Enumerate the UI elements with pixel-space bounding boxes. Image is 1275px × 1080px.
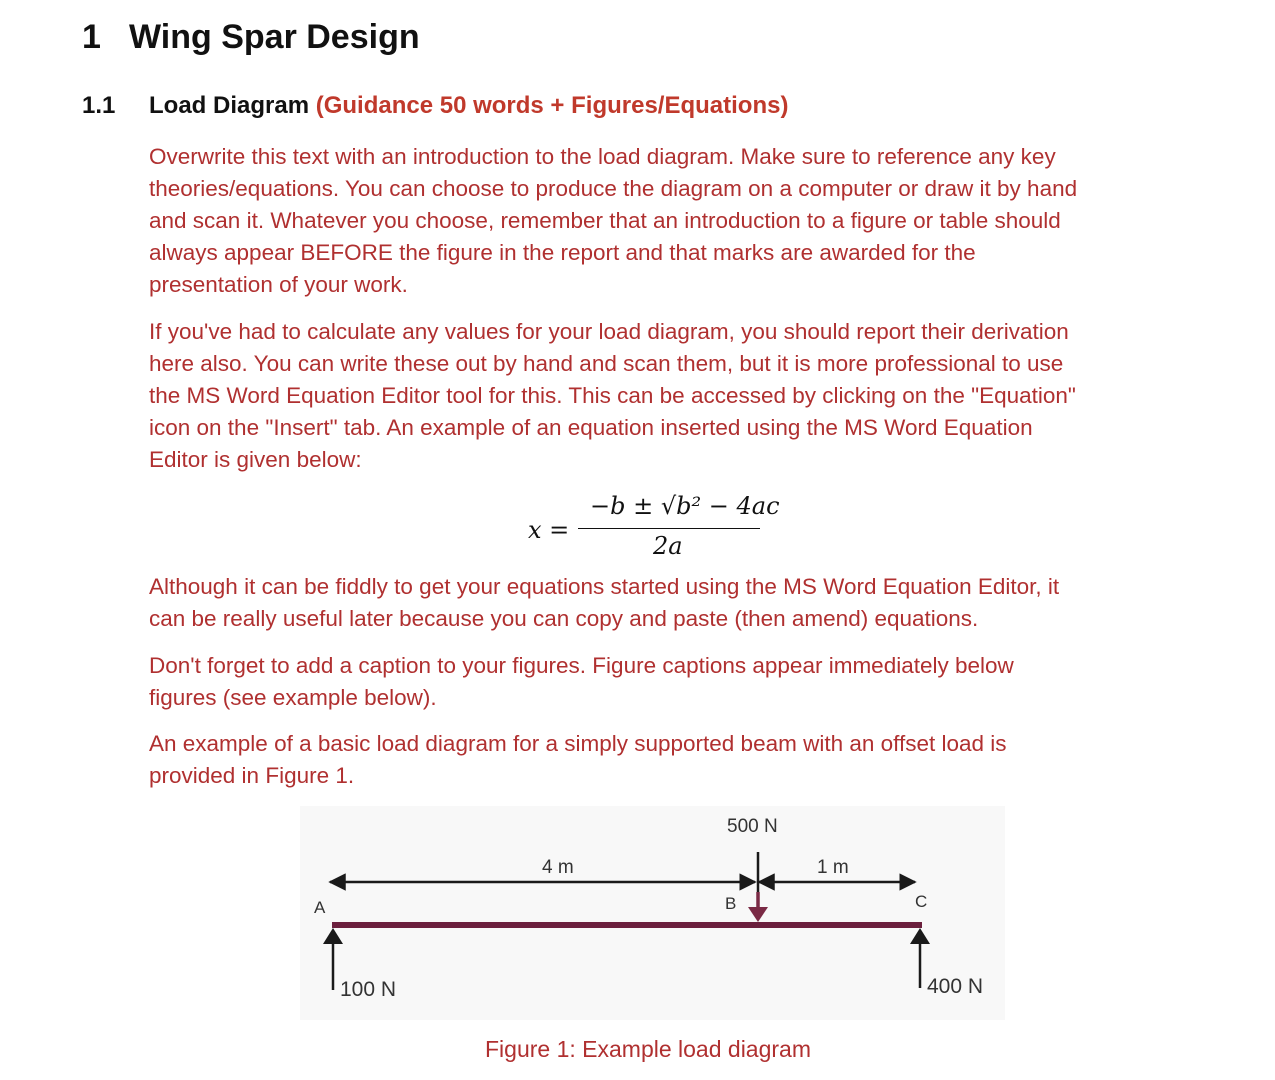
beam [332,922,922,928]
heading-title: Wing Spar Design [129,18,420,56]
reaction-c-head [910,928,930,944]
text-line: the MS Word Equation Editor tool for this. This can be accessed by clicking on the "Equation" [149,383,1076,408]
point-b-label: B [725,894,737,913]
load-diagram-svg [300,806,1005,1020]
quadratic-equation [520,490,780,565]
equation-denominator: 2a [653,532,683,560]
paragraph-captions [149,650,1159,714]
heading-wing-spar-design [82,18,420,57]
text-line: figures (see example below). [149,685,437,710]
paragraph-example [149,728,1159,792]
load-label: 500 N [727,816,778,837]
text-line: theories/equations. You can choose to produce the diagram on a computer or draw it by hand [149,176,1078,201]
text-line: Don't forget to add a caption to your figures. Figure captions appear immediately below [149,653,1014,678]
reaction-a-head [323,928,343,944]
text-line: always appear BEFORE the figure in the report and that marks are awarded for the [149,240,976,265]
subheading-load-diagram [82,92,788,120]
subheading-guidance: (Guidance 50 words + Figures/Equations) [315,92,789,119]
text-line: and scan it. Whatever you choose, remember that an introduction to a figure or table should [149,208,1061,233]
paragraph-calculations [149,316,1159,476]
text-line: Overwrite this text with an introduction to the load diagram. Make sure to reference any key [149,144,1056,169]
heading-number: 1 [82,18,101,56]
reaction-c-label: 400 N [927,975,984,998]
load-arrow-head [748,907,768,922]
figure-caption: Figure 1: Example load diagram [485,1036,811,1062]
span-ab-label: 4 m [542,857,574,878]
load-diagram-figure [300,806,1005,1020]
text-line: here also. You can write these out by hand and scan them, but it is more professional to use [149,351,1064,376]
text-line: provided in Figure 1. [149,763,355,788]
text-line: presentation of your work. [149,272,408,297]
text-line: can be really useful later because you can copy and paste (then amend) equations. [149,606,979,631]
reaction-a-label: 100 N [340,978,397,1001]
point-a-label: A [314,898,326,917]
subheading-number: 1.1 [82,92,116,119]
equation-numerator: −b ± √b² − 4ac [590,492,780,520]
text-line: Editor is given below: [149,447,362,472]
subheading-title: Load Diagram [149,92,310,119]
text-line: An example of a basic load diagram for a simply supported beam with an offset load is [149,731,1007,756]
equation-lhs: x = [528,516,570,544]
text-line: icon on the "Insert" tab. An example of an equation inserted using the MS Word Equation [149,415,1033,440]
text-line: If you've had to calculate any values for your load diagram, you should report their derivation [149,319,1069,344]
paragraph-intro [149,141,1159,301]
span-bc-label: 1 m [817,857,849,878]
point-c-label: C [915,892,928,911]
text-line: Although it can be fiddly to get your equations started using the MS Word Equation Editor, it [149,574,1060,599]
paragraph-equation-editor [149,571,1159,635]
fraction-bar [578,528,760,529]
